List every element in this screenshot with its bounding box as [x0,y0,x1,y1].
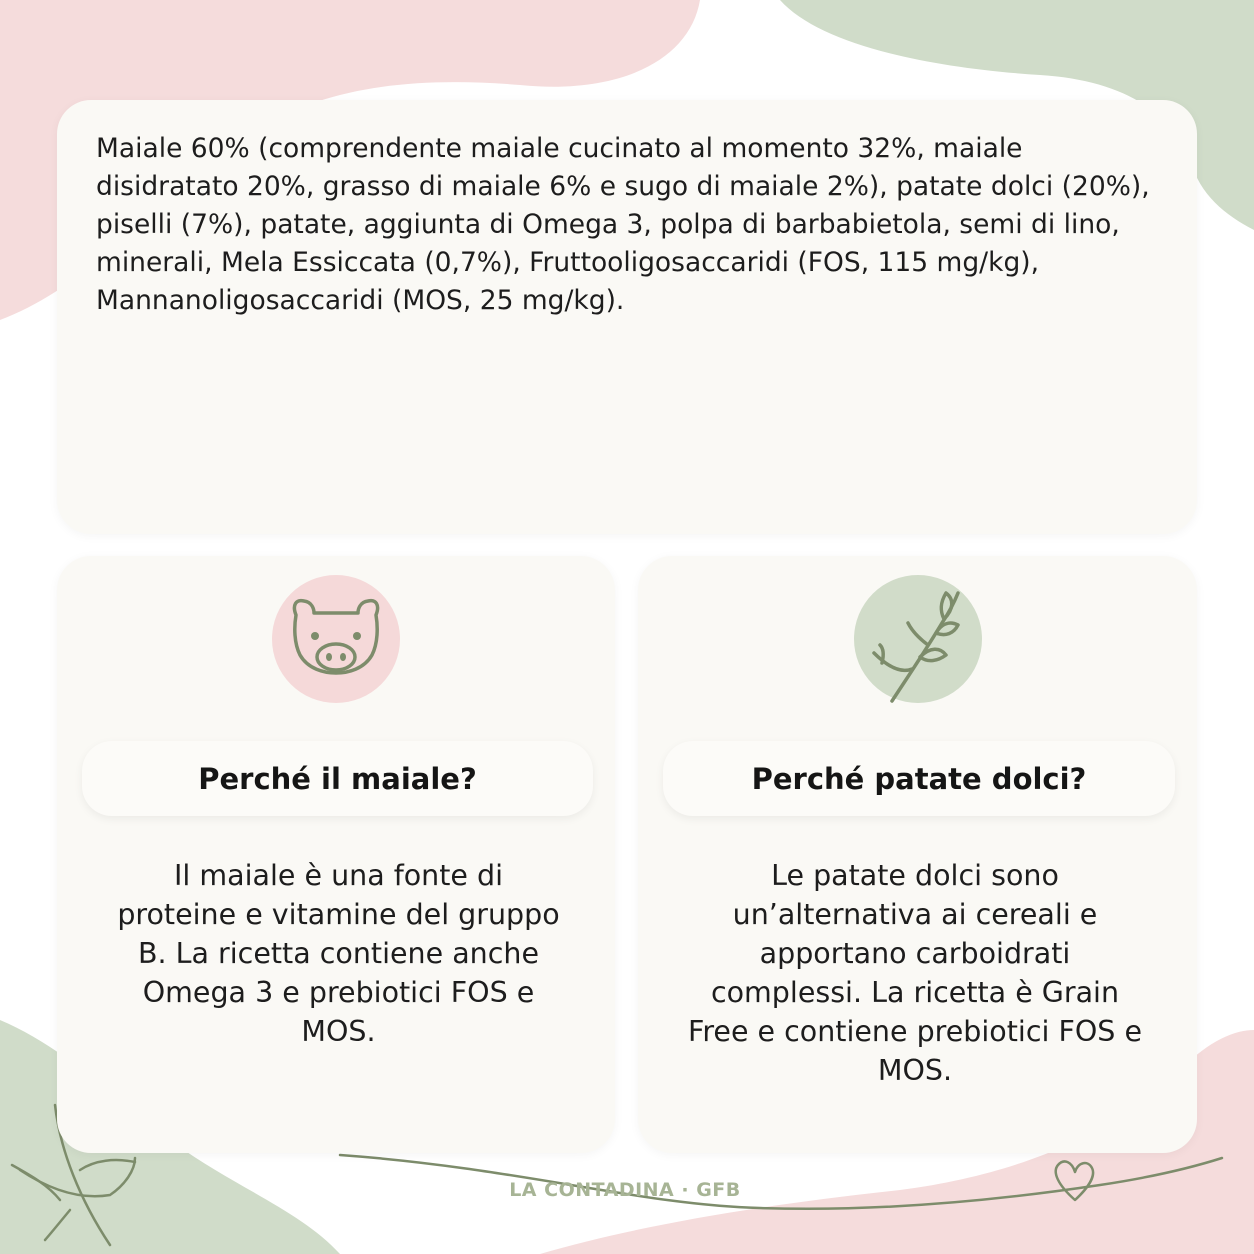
pig-icon [272,575,400,703]
pork-card-title: Perché il maiale? [82,741,593,816]
pig-icon-badge [272,575,400,703]
pork-info-card [57,556,615,1153]
sprout-icon-badge [854,575,982,703]
pork-card-text: Il maiale è una fonte di proteine e vitamine del gruppo B. La ricetta contiene anche Omega 3 e prebiotici FOS e MOS. [117,859,560,1048]
sweet-potato-card-text: Le patate dolci sono un’alternativa ai cereali e apportano carboidrati complessi. La ricetta è Grain Free e contiene prebiotici FOS e MOS. [688,859,1142,1087]
sprout-icon [854,575,982,703]
ingredients-text: Maiale 60% (comprendente maiale cucinato al momento 32%, maiale disidratato 20%, grasso di maiale 6% e sugo di maiale 2%), patate dolci (20%), piselli (7%), patate, aggiunta di Omega 3, polpa di barbabietola, semi di lino, minerali, Mela Essiccata (0,7%), Fruttooligosaccaridi (FOS, 115 mg/kg), Mannanoligosaccaridi (MOS, 25 mg/kg). [96,133,1150,316]
sweet-potato-card-title: Perché patate dolci? [663,741,1175,816]
brand-footer: LA CONTADINA · GFB [509,1179,741,1201]
sweet-potato-info-card [638,556,1197,1153]
ingredients-card [57,100,1197,534]
